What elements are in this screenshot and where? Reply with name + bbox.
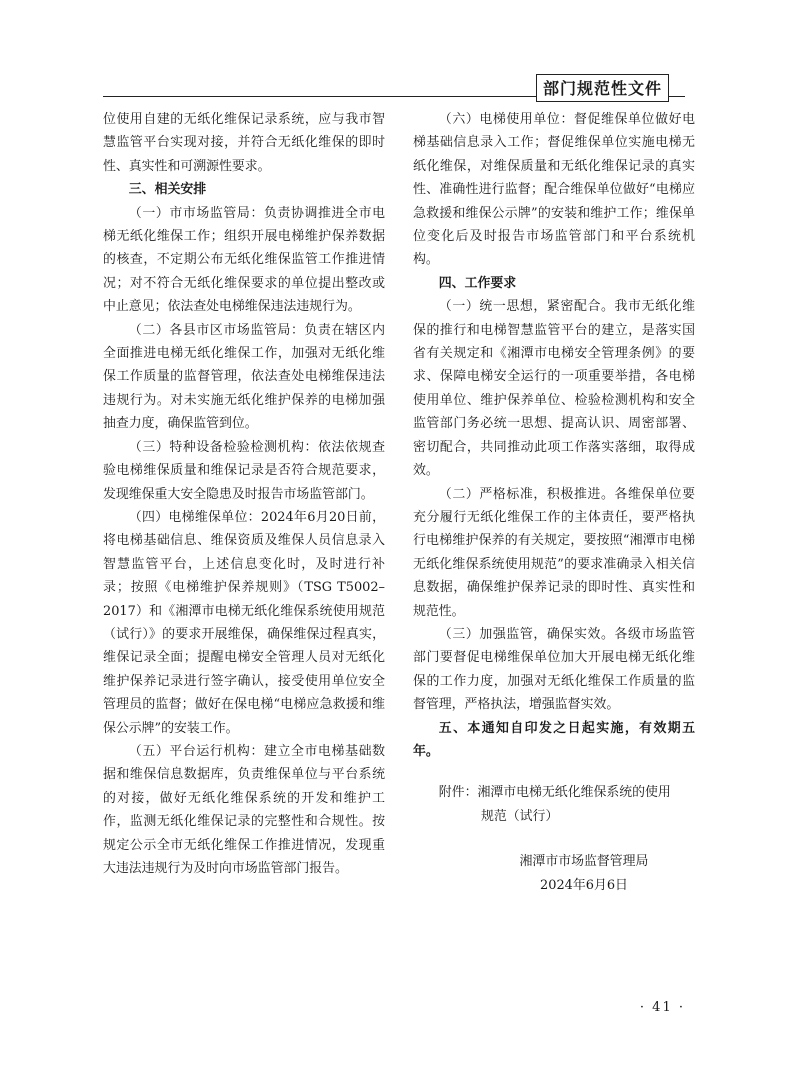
left-column [103, 108, 385, 880]
paragraph-effective-date: 五、本通知自印发之日起实施，有效期五年。 [413, 720, 695, 759]
paragraph-county-bureau: （二）各县市区市场监管局：负责在辖区内全面推进电梯无纸化维保工作，加强对无纸化维保工作质量的监督管理，依法查处电梯维保违法违规行为。对未实施无纸化维护保养的电梯加强抽查力度，确保监管到位。 [103, 322, 385, 432]
paragraph-platform-operator: （五）平台运行机构：建立全市电梯基础数据和维保信息数据库，负责维保单位与平台系统的对接，做好无纸化维保系统的开发和维护工作，监测无纸化维保记录的完整性和合规性。按规定公示全市无纸化维保工作推进情况，发现重大违法违规行为及时向市场监管部门报告。 [103, 743, 385, 876]
paragraph-city-bureau: （一）市市场监管局：负责协调推进全市电梯无纸化维保工作；组织开展电梯维护保养数据的核查，不定期公布无纸化维保监管工作推进情况；对不符合无纸化维保要求的单位提出整改或中止意见；依法查处电梯维保违法违规行为。 [103, 205, 385, 315]
right-column [413, 108, 695, 897]
section-tag: 部门规范性文件 [536, 74, 669, 102]
paragraph-intro: 位使用自建的无纸化维保记录系统，应与我市智慧监管平台实现对接，并符合无纸化维保的即时性、真实性和可溯源性要求。 [103, 112, 385, 174]
paragraph-inspection-agency: （三）特种设备检验检测机构：依法依规查验电梯维保质量和维保记录是否符合规范要求，发现维保重大安全隐患及时报告市场监管部门。 [103, 439, 385, 502]
attachment-line-1: 附件：湘潭市电梯无纸化维保系统的使用 [438, 785, 671, 801]
paragraph-maintenance-unit: （四）电梯维保单位：2024年6月20日前，将电梯基础信息、维保资质及维保人员信息录入智慧监管平台，上述信息变化时，及时进行补录；按照《电梯维护保养规则》（TSG T5002–2017）和《湘潭市电梯无纸化维保系统使用规范（试行）》的要求开展维保，确保维保过程真实，维保记录全面；提醒电梯安全管理人员对无纸化维护保养记录进行签字确认，接受使用单位安全管理员的监督；做好在保电梯“电梯应急救援和维保公示牌”的安装工作。 [103, 509, 385, 736]
heading-requirements: 四、工作要求 [438, 275, 517, 291]
signature-block [413, 850, 695, 897]
attachment-note [413, 781, 695, 828]
issue-date: 2024年6月6日 [540, 877, 628, 893]
paragraph-user-unit: （六）电梯使用单位：督促维保单位做好电梯基础信息录入工作；督促维保单位实施电梯无纸化维保，对维保质量和无纸化维保记录的真实性、准确性进行监督；配合维保单位做好“电梯应急救援和维保公示牌”的安装和维护工作；维保单位变化后及时报告市场监管部门和平台系统机构。 [413, 112, 695, 268]
page-number: · 41 · [639, 1000, 685, 1015]
paragraph-strict-standards: （二）严格标准，积极推进。各维保单位要充分履行无纸化维保工作的主体责任，要严格执行电梯维护保养的有关规定，要按照“湘潭市电梯无纸化维保系统使用规范”的要求准确录入相关信息数据，确保维护保养记录的即时性、真实性和规范性。 [413, 486, 695, 619]
heading-arrangements: 三、相关安排 [128, 182, 207, 198]
paragraph-unify-thinking: （一）统一思想，紧密配合。我市无纸化维保的推行和电梯智慧监管平台的建立，是落实国省有关规定和《湘潭市电梯安全管理条例》的要求、保障电梯安全运行的一项重要举措，各电梯使用单位、维护保养单位、检验检测机构和安全监管部门务必统一思想、提高认识、周密部署、密切配合，共同推动此项工作落实落细，取得成效。 [413, 299, 695, 479]
attachment-line-2: 规范（试行） [481, 808, 559, 824]
paragraph-strengthen-supervision: （三）加强监管，确保实效。各级市场监管部门要督促电梯维保单位加大开展电梯无纸化维保的工作力度，加强对无纸化维保工作质量的监督管理，严格执法，增强监督实效。 [413, 626, 695, 713]
issuing-organization: 湘潭市市场监督管理局 [519, 854, 649, 870]
